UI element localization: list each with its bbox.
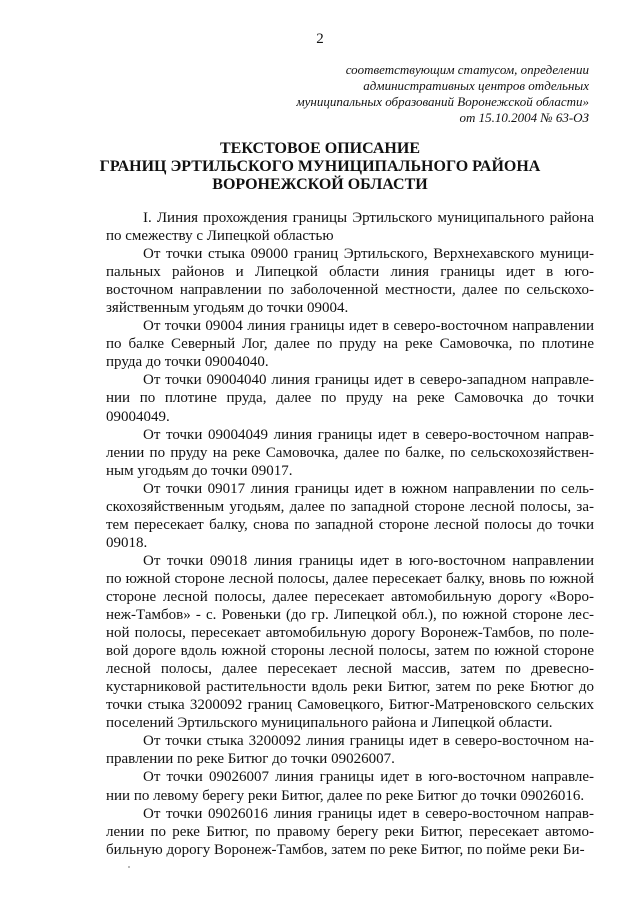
paragraph-line: От точки стыка 3200092 линия границы идет в северо-восточном на- (143, 733, 594, 750)
paragraph-line: тем пересекает балку, снова по западной стороне лесной полосы до точки (106, 516, 594, 533)
paragraph-line: по смежеству с Липецкой областью (106, 228, 334, 245)
paragraph-line: точки стыка 3200092 границ Самовецкого, Битюг-Матреновского сельских (106, 697, 594, 714)
paragraph-line: по балке Северный Лог, далее по пруду на реке Самовочка, по плотине (106, 336, 594, 353)
paragraph-line: по южной стороне лесной полосы, далее пересекает балку, вновь по южной (106, 570, 594, 587)
paragraph-line: От точки 09004040 линия границы идет в северо-западном направле- (143, 372, 594, 389)
page-number: 2 (316, 31, 324, 47)
paragraph (106, 371, 594, 425)
paragraph-line: ным угодьям до точки 09017. (106, 462, 293, 479)
paragraph-line: зяйственным угодьям до точки 09004. (106, 300, 349, 317)
paragraph-line: лесной полосы, далее пересекает лесной массив, затем по древесно- (106, 661, 594, 678)
paragraph-line: пальных районов и Липецкой области линия границы идет в юго- (106, 264, 594, 281)
paragraph-line: От точки стыка 09000 границ Эртильского, Верхнехавского муници- (143, 246, 594, 263)
paragraph (106, 805, 594, 859)
paragraph (106, 209, 594, 245)
paragraph-line: 09018. (106, 534, 148, 551)
paragraph-line: неж-Тамбов» - с. Ровеньки (до гр. Липецкой обл.), по южной стороне лес- (106, 607, 594, 624)
paragraph-line: нии по плотине пруда, далее по пруду на реке Самовочка до точки (106, 390, 594, 407)
paragraph-line: кустарниковой растительности вдоль реки Битюг, затем по реке Бютюг до (106, 679, 594, 696)
paragraph-line: бильную дорогу Воронеж-Тамбов, затем по реке Битюг, по пойме реки Би- (106, 841, 585, 858)
paragraph-line: От точки 09017 линия границы идет в южном направлении по сель- (143, 480, 594, 497)
paragraph-line: пруда до точки 09004040. (106, 354, 269, 371)
header-note-line: муниципальных образований Воронежской области» (296, 94, 589, 109)
paragraph-line: лении по пруду на реке Самовочка, далее по балке, по сельскохозяйствен- (106, 444, 594, 461)
paragraph-line: правлении по реке Битюг до точки 09026007. (106, 751, 395, 768)
paragraph (106, 732, 594, 768)
title-line: ТЕКСТОВОЕ ОПИСАНИЕ (219, 140, 420, 157)
document-body (106, 209, 594, 859)
paragraph (106, 480, 594, 552)
paragraph-line: 09004049. (106, 408, 170, 425)
document-title (0, 140, 640, 194)
header-note-line: административных центров отдельных (363, 78, 589, 93)
paragraph-line: поселений Эртильского муниципального района и Липецкой области. (106, 715, 553, 732)
paragraph-line: стороне лесной полосы, далее пересекает автомобильную дорогу «Воро- (106, 588, 594, 605)
paragraph-line: ной полосы, пересекает автомобильную дорогу Воронеж-Тамбов, по поле- (106, 625, 594, 642)
paragraph-line: От точки 09026007 линия границы идет в юго-восточном направле- (143, 769, 594, 786)
paragraph (106, 426, 594, 480)
scan-speck (128, 866, 130, 868)
title-line: ВОРОНЕЖСКОЙ ОБЛАСТИ (212, 176, 428, 193)
paragraph-line: От точки 09026016 линия границы идет в северо-восточном направ- (143, 805, 594, 822)
paragraph-line: От точки 09018 линия границы идет в юго-восточном направлении (143, 552, 594, 569)
header-note-line: соответствующим статусом, определении (345, 62, 589, 77)
paragraph (106, 552, 594, 732)
paragraph-line: От точки 09004 линия границы идет в северо-восточном направлении (143, 318, 594, 335)
header-note-line: от 15.10.2004 № 63-ОЗ (459, 110, 589, 125)
paragraph (106, 317, 594, 371)
paragraph-line: I. Линия прохождения границы Эртильского муниципального района (143, 210, 594, 226)
paragraph-line: лении по реке Битюг, по правому берегу реки Битюг, пересекает автомо- (106, 823, 594, 840)
title-line: ГРАНИЦ ЭРТИЛЬСКОГО МУНИЦИПАЛЬНОГО РАЙОНА (99, 158, 541, 175)
paragraph-line: нии по левому берегу реки Битюг, далее по реке Битюг до точки 09026016. (106, 787, 585, 804)
paragraph-line: восточном направлении по заболоченной местности, далее по сельскохо- (106, 282, 594, 299)
header-note (296, 62, 589, 126)
paragraph-line: скохозяйственным угодьям, далее по западной стороне лесной полосы, за- (106, 498, 594, 515)
paragraph (106, 245, 594, 317)
paragraph-line: вой дороге вдоль южной стороны лесной полосы, затем по южной стороне (106, 643, 594, 660)
paragraph-line: От точки 09004049 линия границы идет в северо-восточном направ- (143, 426, 594, 443)
paragraph (106, 768, 594, 804)
